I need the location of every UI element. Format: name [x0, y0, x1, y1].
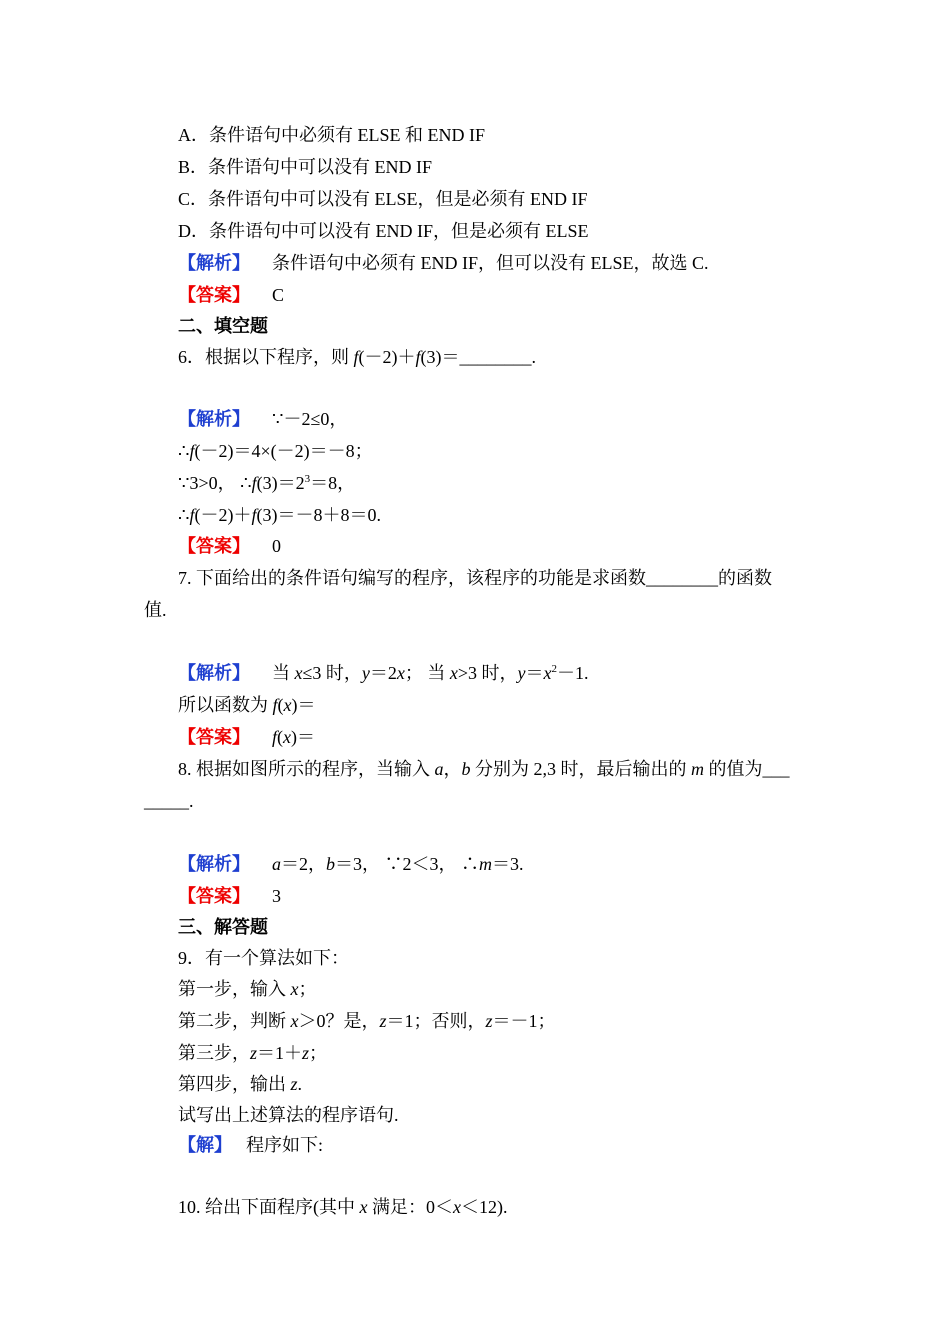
q9-step2 [178, 1010, 556, 1032]
q10-text: 满足：0＜ [367, 1197, 453, 1217]
q7-analysis-func [178, 694, 316, 716]
solution-label: 【解】 [178, 1135, 232, 1155]
analysis-text: ； 当 [404, 663, 450, 683]
var-z: z [379, 1011, 387, 1031]
q7-analysis [178, 662, 589, 684]
var-b: b [326, 854, 335, 874]
analysis-text: －1. [557, 663, 589, 683]
analysis-text: ＝3. [492, 854, 524, 874]
option-b: B．条件语句中可以没有 END IF [178, 157, 433, 177]
option-d: D．条件语句中可以没有 END IF，但是必须有 ELSE [178, 221, 589, 241]
q10-text: ＜12). [461, 1197, 508, 1217]
var-x: x [359, 1197, 368, 1217]
q8-text: 分别为 2,3 时，最后输出的 [470, 759, 691, 779]
step-text: ＝－1； [492, 1011, 556, 1031]
q5-answer [178, 284, 284, 306]
q10-stem [178, 1196, 508, 1218]
analysis-text: ( [277, 695, 284, 715]
var-a: a [434, 759, 444, 779]
step-text: ； [309, 1043, 328, 1063]
q5-analysis [178, 252, 709, 274]
analysis-text: 当 [272, 663, 295, 683]
analysis-text: ＝ [525, 663, 544, 683]
analysis-text: ∴ [178, 441, 190, 461]
var-z: z [290, 1074, 298, 1094]
var-a: a [272, 854, 281, 874]
analysis-f: f [189, 441, 195, 461]
answer-label: 【答案】 [178, 285, 250, 305]
exponent: 2 [551, 663, 558, 675]
answer-label: 【答案】 [178, 886, 250, 906]
analysis-text: )＝ [291, 695, 316, 715]
q7-stem: 7. 下面给出的条件语句编写的程序，该程序的功能是求函数________的函数 [178, 568, 772, 588]
var-x: x [290, 979, 299, 999]
var-m: m [479, 854, 492, 874]
q7-answer [178, 726, 315, 748]
q8-text: ， [443, 759, 462, 779]
q6-answer [178, 535, 281, 557]
analysis-text: (3)＝－8＋8＝0. [256, 505, 381, 525]
analysis-label: 【解析】 [178, 663, 250, 683]
q9-task: 试写出上述算法的程序语句. [178, 1105, 399, 1125]
analysis-text: ＝8， [310, 473, 356, 493]
q6-f: f [353, 347, 359, 367]
q8-stem-cont: _____. [144, 791, 194, 811]
answer-text: )＝ [291, 727, 316, 747]
analysis-text: ＝3， ∵2＜3， ∴ [335, 854, 479, 874]
q8-analysis [178, 853, 524, 875]
analysis-text: (3)＝2 [256, 473, 305, 493]
q9-step4 [178, 1073, 302, 1095]
q6-text: (3)＝________. [420, 347, 537, 367]
q6-analysis-line4 [178, 504, 381, 526]
var-f: f [272, 695, 278, 715]
var-m: m [691, 759, 704, 779]
answer-text: 3 [272, 886, 281, 906]
var-x: x [283, 727, 292, 747]
answer-text: 0 [272, 536, 281, 556]
q6-f: f [415, 347, 421, 367]
analysis-text: ＝2， [281, 854, 326, 874]
analysis-text: 条件语句中必须有 END IF，但可以没有 ELSE，故选 C. [272, 253, 709, 273]
var-x: x [294, 663, 303, 683]
solution-text: 程序如下: [246, 1135, 324, 1155]
q10-text: 10. 给出下面程序(其中 [178, 1197, 360, 1217]
q8-text: 的值为___ [704, 759, 790, 779]
var-x: x [453, 1197, 461, 1217]
analysis-f: f [251, 505, 257, 525]
step-text: 第二步，判断 [178, 1011, 291, 1031]
analysis-text: >3 时， [457, 663, 518, 683]
step-text: ＞0？是， [298, 1011, 380, 1031]
step-text: . [297, 1074, 303, 1094]
step-text: 第四步，输出 [178, 1074, 291, 1094]
answer-label: 【答案】 [178, 727, 250, 747]
q8-stem [178, 758, 790, 780]
q6-analysis-line2 [178, 440, 373, 462]
step-text: 第一步，输入 [178, 979, 291, 999]
var-z: z [250, 1043, 258, 1063]
analysis-f: f [251, 473, 257, 493]
answer-text: ( [277, 727, 284, 747]
analysis-text: ＝2 [369, 663, 397, 683]
step-text: ＝1＋ [257, 1043, 303, 1063]
analysis-text: (－2)＝4×(－2)＝－8； [194, 441, 373, 461]
exponent: 3 [304, 473, 311, 485]
q8-text: 8. 根据如图所示的程序，当输入 [178, 759, 435, 779]
var-x: x [396, 663, 405, 683]
q7-stem-cont: 值. [144, 600, 167, 620]
var-z: z [485, 1011, 493, 1031]
var-x: x [449, 663, 458, 683]
var-f: f [272, 727, 278, 747]
analysis-f: f [189, 505, 195, 525]
var-x: x [283, 695, 292, 715]
q9-step1 [178, 978, 317, 1000]
analysis-text: ≤3 时， [302, 663, 362, 683]
option-c: C．条件语句中可以没有 ELSE，但是必须有 END IF [178, 189, 588, 209]
var-x: x [543, 663, 552, 683]
analysis-text: 所以函数为 [178, 695, 273, 715]
analysis-text: (－2)＋ [194, 505, 252, 525]
var-z: z [302, 1043, 310, 1063]
step-text: ； [298, 979, 317, 999]
analysis-text: ∵3>0， ∴ [178, 473, 252, 493]
answer-label: 【答案】 [178, 536, 250, 556]
q6-stem [178, 346, 536, 368]
q9-intro: 9．有一个算法如下： [178, 948, 349, 968]
analysis-text: ∴ [178, 505, 190, 525]
analysis-label: 【解析】 [178, 854, 250, 874]
var-x: x [290, 1011, 299, 1031]
q8-answer [178, 885, 281, 907]
option-a: A．条件语句中必须有 ELSE 和 END IF [178, 125, 485, 145]
answer-text: C [272, 285, 285, 305]
analysis-label: 【解析】 [178, 409, 250, 429]
q6-analysis [178, 408, 347, 430]
var-y: y [361, 663, 370, 683]
step-text: ＝1；否则， [386, 1011, 486, 1031]
analysis-label: 【解析】 [178, 253, 250, 273]
var-b: b [461, 759, 471, 779]
step-text: 第三步， [178, 1043, 250, 1063]
q6-text: 6．根据以下程序，则 [178, 347, 354, 367]
section-title-fill-blank: 二、填空题 [178, 316, 268, 336]
q9-solution [178, 1134, 323, 1156]
var-y: y [517, 663, 526, 683]
q6-analysis-line3 [178, 472, 355, 494]
q6-text: (－2)＋ [358, 347, 416, 367]
q9-step3 [178, 1042, 327, 1064]
section-title-solve: 三、解答题 [178, 917, 268, 937]
analysis-text: ∵－2≤0， [272, 409, 348, 429]
